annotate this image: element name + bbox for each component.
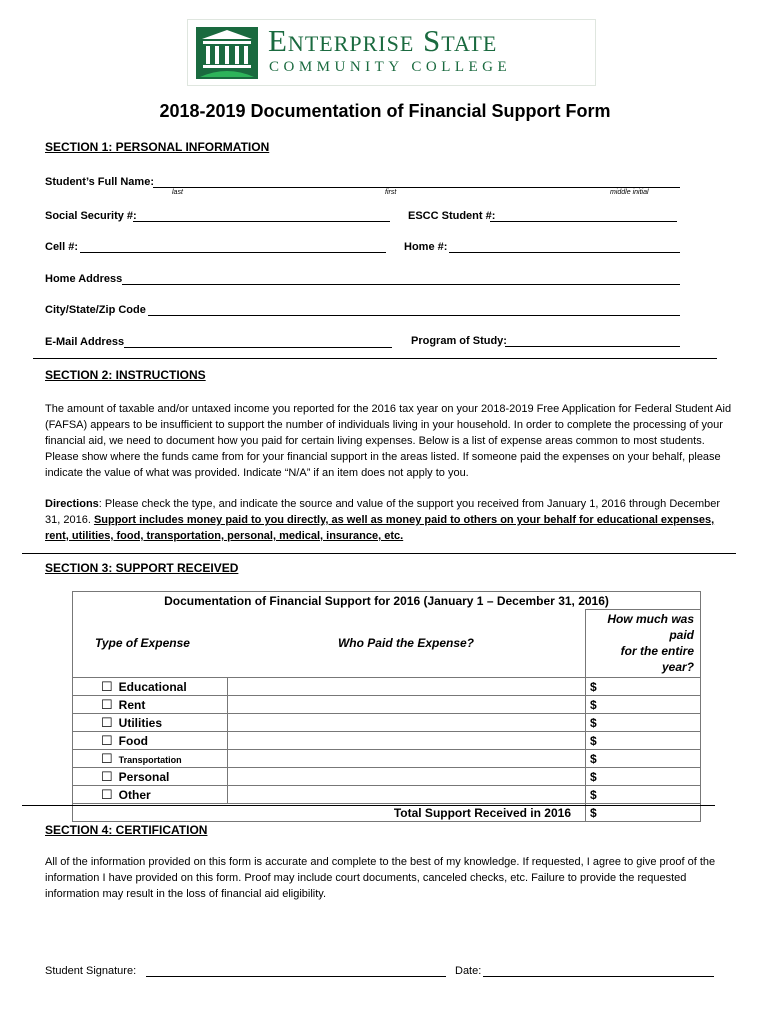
expense-label: Other [118, 787, 151, 802]
cell-label: Cell #: [45, 241, 79, 253]
full-name-field[interactable] [153, 187, 680, 188]
who-paid-cell[interactable] [227, 714, 586, 732]
table-row [73, 786, 701, 804]
divider [33, 358, 717, 359]
dollar-sign: $ [590, 715, 597, 730]
col-type-header: Type of Expense [73, 610, 228, 678]
expense-label: Personal [118, 769, 170, 784]
checkbox-icon[interactable]: ☐ [101, 678, 113, 694]
section1-heading: SECTION 1: PERSONAL INFORMATION [45, 140, 270, 154]
col-amount-header [586, 610, 701, 678]
instructions-paragraph: The amount of taxable and/or untaxed income you reported for the 2016 tax year on your 2018-2019 Free Application for Federal Student Aid (FAFSA) appears to be insufficient to support the number of individuals living in your household. In order to complete the processing of your financial aid, we need to document how you paid for certain living expenses. Below is a list of expense areas common to most students. Please show where the funds came from for your financial support in the areas listed. If someone paid the expenses on your behalf, please indicate the value of what was provided. Indicate “N/A” if an item does not apply to you. [45, 403, 732, 479]
checkbox-icon[interactable]: ☐ [101, 768, 113, 784]
directions-emphasis: Support includes money paid to you directly, as well as money paid to others on your behalf for educational expenses, rent, utilities, food, transportation, personal, medical, insurance, etc. [45, 514, 715, 542]
expense-label: Food [118, 733, 148, 748]
program-field[interactable] [505, 346, 680, 347]
table-row [73, 768, 701, 786]
home-address-label: Home Address [45, 273, 123, 285]
certification-paragraph: All of the information provided on this form is accurate and complete to the best of my knowledge. If requested, I agree to give proof of the information I have provided on this form. Proof may include court documents, canceled checks, etc. Failure to provide the requested information may result in the loss of financial aid eligibility. [45, 856, 716, 900]
home-phone-label: Home #: [404, 241, 448, 253]
full-name-label: Student’s Full Name: [45, 176, 154, 188]
expense-type-rent[interactable] [73, 696, 228, 714]
amount-cell[interactable] [586, 714, 701, 732]
form-title: 2018-2019 Documentation of Financial Support Form [159, 101, 611, 121]
dollar-sign: $ [590, 697, 597, 712]
escc-student-field[interactable] [490, 221, 677, 222]
expense-type-other[interactable] [73, 786, 228, 804]
expense-label: Rent [118, 697, 146, 712]
support-table [72, 591, 701, 822]
who-paid-cell[interactable] [227, 732, 586, 750]
cell-field[interactable] [80, 252, 386, 253]
expense-label: Transportation [118, 754, 182, 765]
amount-cell[interactable] [586, 786, 701, 804]
escc-student-label: ESCC Student #: [408, 210, 496, 222]
hint-first: first [385, 189, 397, 196]
table-total-row [73, 804, 701, 822]
city-state-zip-label: City/State/Zip Code [45, 304, 146, 316]
who-paid-cell[interactable] [227, 786, 586, 804]
home-phone-field[interactable] [449, 252, 680, 253]
expense-label: Utilities [118, 715, 162, 730]
directions-label: Directions [45, 498, 99, 510]
who-paid-cell[interactable] [227, 750, 586, 768]
college-building-icon [196, 27, 258, 79]
who-paid-cell[interactable] [227, 678, 586, 696]
program-label: Program of Study: [411, 335, 507, 347]
dollar-sign: $ [590, 769, 597, 784]
table-row [73, 750, 701, 768]
dollar-sign: $ [590, 805, 597, 820]
dollar-sign: $ [590, 787, 597, 802]
email-field[interactable] [124, 347, 392, 348]
expense-type-educational[interactable] [73, 678, 228, 696]
hint-last: last [172, 189, 183, 196]
section2-heading: SECTION 2: INSTRUCTIONS [45, 368, 206, 382]
col-amount-line-1: How much was paid [607, 612, 694, 642]
divider [22, 553, 736, 554]
table-row [73, 696, 701, 714]
checkbox-icon[interactable]: ☐ [101, 696, 113, 712]
amount-cell[interactable] [586, 678, 701, 696]
date-label: Date: [455, 965, 482, 977]
expense-type-food[interactable] [73, 732, 228, 750]
total-label: Total Support Received in 2016 [73, 804, 586, 822]
table-title: Documentation of Financial Support for 2016 (January 1 – December 31, 2016) [73, 592, 701, 610]
table-row [73, 714, 701, 732]
date-field[interactable] [483, 976, 714, 977]
logo-line-1: Enterprise State [268, 23, 498, 58]
checkbox-icon[interactable]: ☐ [101, 786, 113, 802]
amount-cell[interactable] [586, 732, 701, 750]
expense-type-utilities[interactable] [73, 714, 228, 732]
col-amount-line-2: for the entire year? [620, 644, 694, 674]
signature-label: Student Signature: [45, 965, 137, 977]
section4-heading: SECTION 4: CERTIFICATION [45, 823, 208, 837]
hint-middle-initial: middle initial [610, 189, 649, 196]
checkbox-icon[interactable]: ☐ [101, 732, 113, 748]
dollar-sign: $ [590, 679, 597, 694]
amount-cell[interactable] [586, 750, 701, 768]
email-label: E-Mail Address [45, 336, 125, 348]
who-paid-cell[interactable] [227, 696, 586, 714]
logo-line-2: COMMUNITY COLLEGE [269, 59, 512, 75]
directions-paragraph [45, 496, 735, 544]
college-logo [187, 19, 596, 86]
signature-field[interactable] [146, 976, 446, 977]
amount-cell[interactable] [586, 768, 701, 786]
ssn-field[interactable] [133, 221, 390, 222]
directions-text: : Please check the type, and indicate the source and value of the support you received from January 1, 2016 through December 31, 2016. [45, 498, 721, 526]
table-row [73, 678, 701, 696]
ssn-label: Social Security #: [45, 210, 137, 222]
city-state-zip-field[interactable] [148, 315, 680, 316]
home-address-field[interactable] [122, 284, 680, 285]
total-amount-cell[interactable] [586, 804, 701, 822]
expense-type-transportation[interactable] [73, 750, 228, 768]
checkbox-icon[interactable]: ☐ [101, 750, 113, 766]
checkbox-icon[interactable]: ☐ [101, 714, 113, 730]
expense-label: Educational [118, 679, 187, 694]
col-who-header: Who Paid the Expense? [227, 610, 586, 678]
who-paid-cell[interactable] [227, 768, 586, 786]
table-row [73, 732, 701, 750]
amount-cell[interactable] [586, 696, 701, 714]
divider [22, 805, 715, 806]
expense-type-personal[interactable] [73, 768, 228, 786]
dollar-sign: $ [590, 733, 597, 748]
section3-heading: SECTION 3: SUPPORT RECEIVED [45, 561, 239, 575]
dollar-sign: $ [590, 751, 597, 766]
